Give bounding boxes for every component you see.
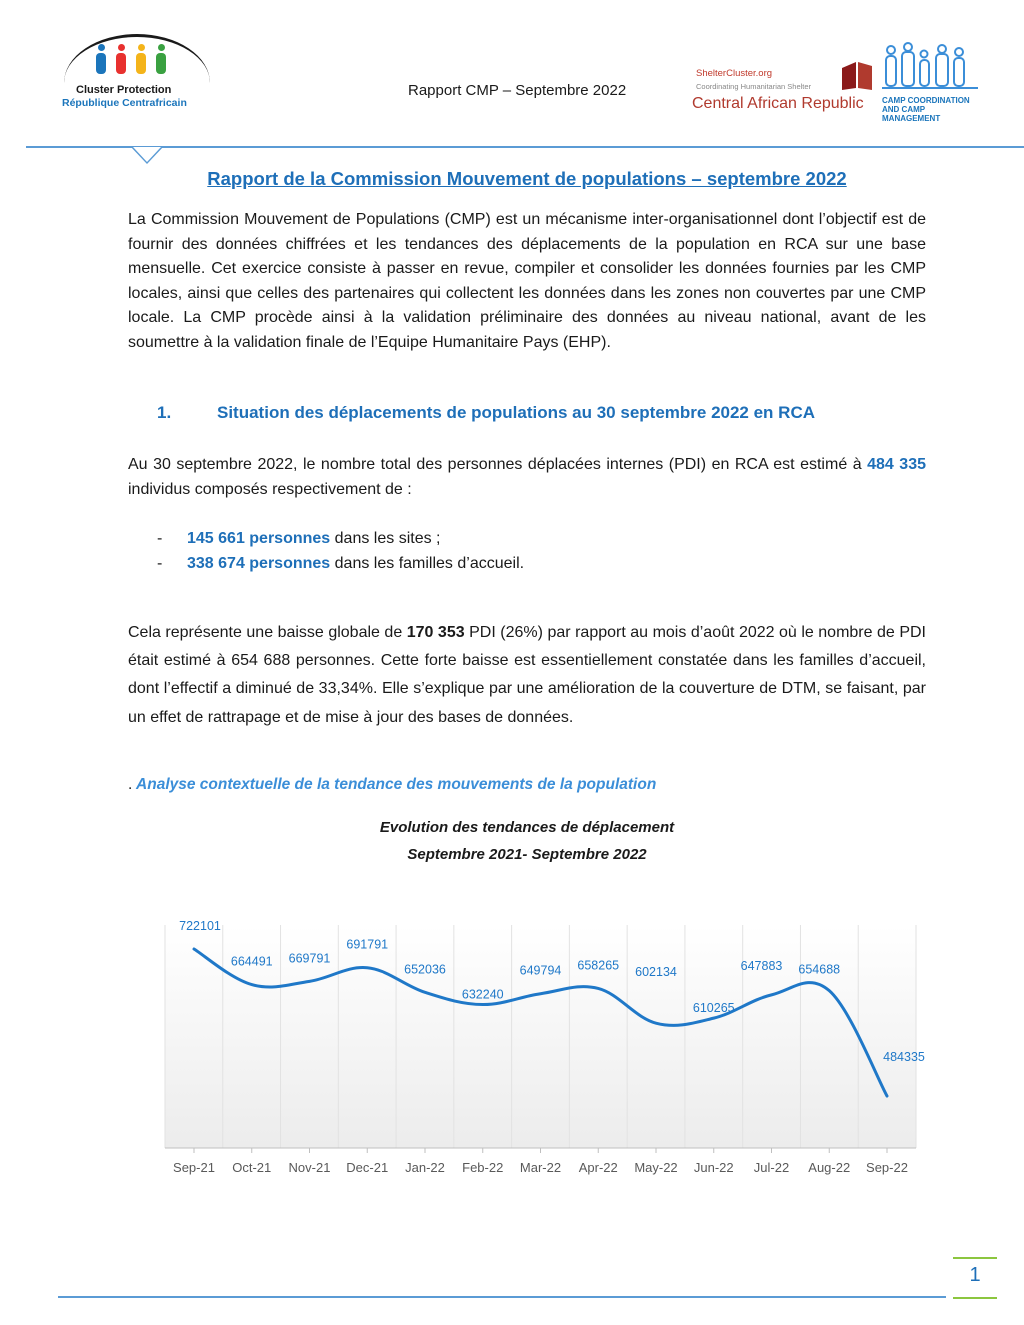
ccm-line2: AND CAMP MANAGEMENT <box>882 105 941 123</box>
shelter-site: ShelterCluster.org <box>696 68 773 79</box>
x-tick-label: May-22 <box>634 1160 678 1175</box>
x-tick-label: Jun-22 <box>693 1160 734 1175</box>
plot-area <box>165 925 916 1148</box>
x-tick-label: Sep-22 <box>866 1160 908 1175</box>
total-idp-value: 484 335 <box>867 456 926 473</box>
data-label: 632240 <box>461 987 504 1002</box>
decrease-text-after: PDI (26%) par rapport au mois d’août 2022 où le nombre de PDI était estimé à 654 688 personnes. Cette forte baisse est essentiellement constatée dans les familles d’accueil, dont l’effectif a diminué de 33,34%. Elle s’explique par une amélioration de la couverture de DTM, se faisant, par un effet de rattrapage et de mise à jour des bases de données. <box>128 624 926 726</box>
intro-paragraph: La Commission Mouvement de Populations (CMP) est un mécanisme inter-organisationnel dont l’objectif est de fournir des données chiffrées et les tendances des déplacements de la population en RCA sur une base mensuelle. Cet exercice consiste à passer en revue, compiler et consolider les données fournies par les CMP locales, ainsi que celles des partenaires qui collectent les données dans les zones non couvertes par une CMP locale. La CMP procède ainsi à la validation préliminaire des données au niveau national, avant de les soumettre à la validation finale de l’Equipe Humanitaire Pays (EHP). <box>128 211 926 351</box>
bullet-text: dans les sites ; <box>330 530 441 547</box>
data-label: 652036 <box>404 962 446 977</box>
bullet-value: 145 661 personnes <box>187 530 331 547</box>
data-label: 647883 <box>740 958 783 973</box>
shelter-tagline: Coordinating Humanitarian Shelter <box>696 82 812 91</box>
decrease-value: 170 353 <box>406 624 465 641</box>
country-name: Central African Republic <box>692 95 864 112</box>
ccm-line1: CAMP COORDINATION <box>882 96 970 105</box>
data-label: 654688 <box>798 962 841 977</box>
section-number: 1. <box>157 403 172 422</box>
chart-title: Evolution des tendances de déplacement <box>379 819 675 836</box>
x-tick-label: Aug-22 <box>808 1160 851 1175</box>
data-label: 691791 <box>346 937 389 952</box>
data-label: 722101 <box>179 919 221 933</box>
chart-subtitle: Septembre 2021- Septembre 2022 <box>407 846 647 863</box>
data-label: 669791 <box>288 951 331 966</box>
x-tick-label: Oct-21 <box>232 1160 272 1175</box>
logo-text-line1: Cluster Protection <box>76 84 172 96</box>
bullet-dash: - <box>157 530 163 547</box>
section-title: Situation des déplacements de populations au 30 septembre 2022 en RCA <box>217 403 815 422</box>
data-label: 649794 <box>519 963 562 978</box>
x-tick-label: Jan-22 <box>405 1160 445 1175</box>
page-number: 1 <box>969 1264 981 1286</box>
x-tick-label: Nov-21 <box>288 1160 331 1175</box>
bullet-value: 338 674 personnes <box>187 554 331 572</box>
data-label: 602134 <box>635 965 677 980</box>
x-tick-label: Apr-22 <box>578 1160 618 1175</box>
x-tick-label: Dec-21 <box>346 1160 389 1175</box>
x-axis-labels <box>173 1160 908 1175</box>
document-title: Rapport de la Commission Mouvement de populations – septembre 2022 <box>207 168 847 189</box>
bullet-dash: - <box>157 554 163 572</box>
bullet-text: dans les familles d’accueil. <box>330 554 525 572</box>
data-label: 664491 <box>230 954 273 969</box>
data-label: 484335 <box>883 1050 925 1064</box>
x-tick-label: Mar-22 <box>519 1160 562 1175</box>
summary-text-before: Au 30 septembre 2022, le nombre total des personnes déplacées internes (PDI) en RCA est estimé à <box>128 456 868 473</box>
footer-divider <box>58 1296 946 1298</box>
x-tick-label: Sep-21 <box>173 1160 215 1175</box>
analysis-prefix: . <box>128 776 133 793</box>
header-title: Rapport CMP – Septembre 2022 <box>408 82 627 99</box>
data-label: 658265 <box>577 958 620 973</box>
x-tick-label: Jul-22 <box>753 1160 790 1175</box>
x-axis-ticks <box>194 1148 887 1153</box>
data-label: 610265 <box>692 1001 735 1016</box>
summary-text-after: individus composés respectivement de : <box>128 480 412 498</box>
analysis-title: Analyse contextuelle de la tendance des mouvements de la population <box>136 776 657 793</box>
x-tick-label: Feb-22 <box>462 1160 504 1175</box>
logo-text-line2: République Centrafricain <box>62 97 187 109</box>
decrease-text-before: Cela représente une baisse globale de <box>128 624 407 641</box>
